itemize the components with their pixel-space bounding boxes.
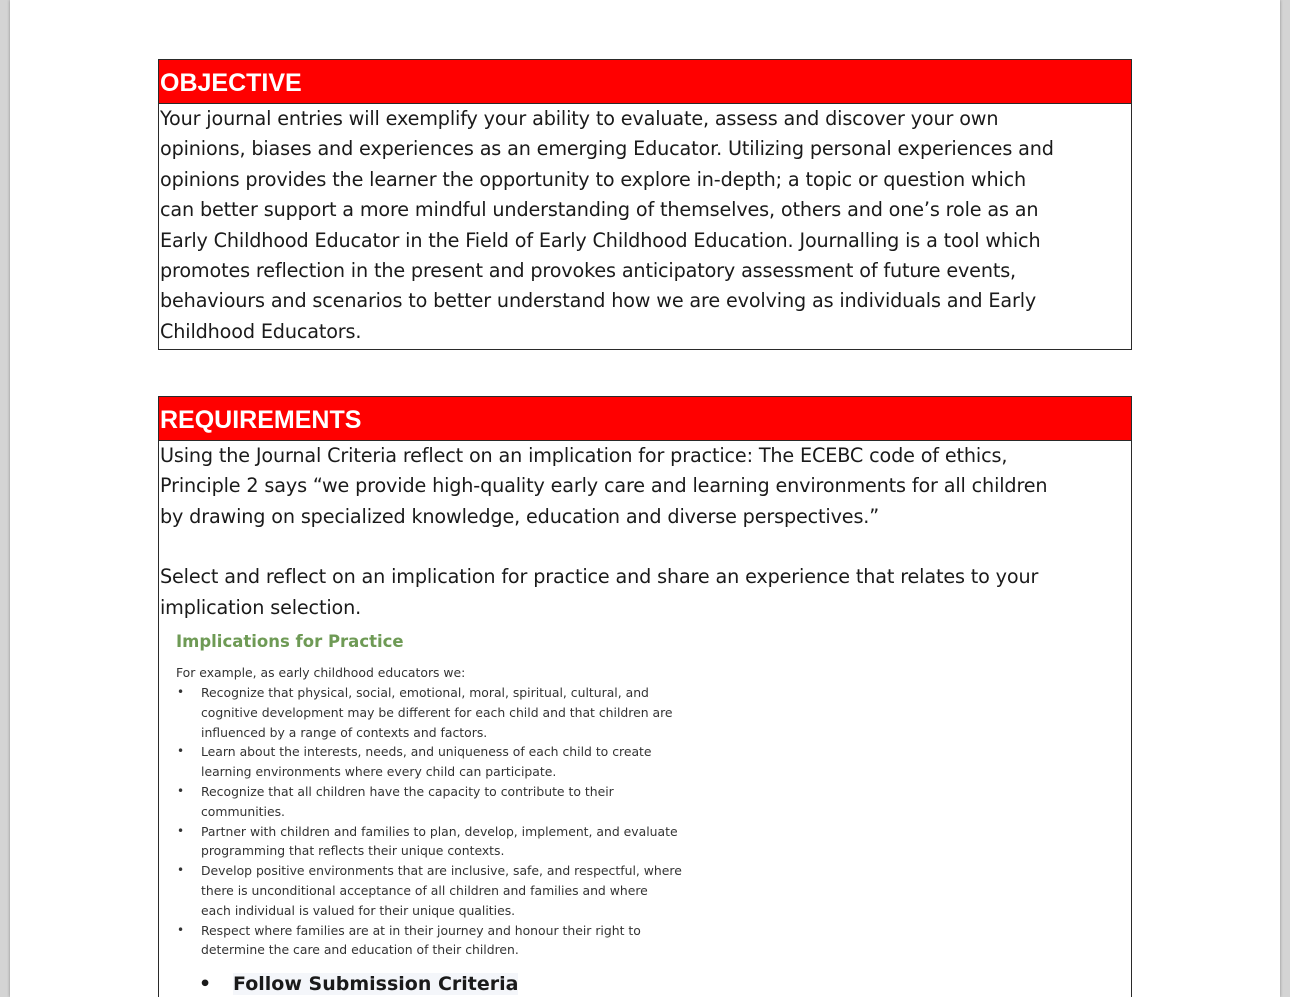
implication-item	[176, 861, 1131, 920]
requirements-section	[158, 396, 1132, 997]
implication-line: determine the care and education of their children.	[201, 942, 519, 958]
objective-line: behaviours and scenarios to better understand how we are evolving as individuals and Early	[160, 289, 1037, 313]
paragraph-gap	[159, 532, 1131, 562]
implication-line: • Learn about the interests, needs, and uniqueness of each child to create	[201, 744, 652, 760]
requirements-paragraph-1	[159, 441, 1131, 532]
implication-line: programming that reflects their unique contexts.	[201, 843, 505, 859]
bullet: •	[199, 973, 212, 996]
requirements-line: by drawing on specialized knowledge, education and diverse perspectives.”	[160, 504, 880, 528]
follow-submission-item	[199, 970, 1131, 997]
implication-item	[176, 822, 1131, 862]
objective-heading: OBJECTIVE	[159, 60, 1131, 104]
implication-item	[176, 683, 1131, 742]
implication-line: • Recognize that all children have the capacity to contribute to their	[201, 784, 614, 800]
implication-line: learning environments where every child can participate.	[201, 764, 557, 780]
implication-line: influenced by a range of contexts and factors.	[201, 724, 488, 740]
implication-item	[176, 921, 1131, 961]
follow-submission-label: Follow Submission Criteria	[233, 973, 519, 996]
implication-line: • Partner with children and families to plan, develop, implement, and evaluate	[201, 823, 678, 839]
implication-item	[176, 742, 1131, 782]
objective-line: Childhood Educators.	[160, 319, 362, 343]
implication-item	[176, 782, 1131, 822]
requirements-line: implication selection.	[160, 595, 362, 619]
implication-line: cognitive development may be different for each child and that children are	[201, 704, 673, 720]
objective-line: Early Childhood Educator in the Field of Early Childhood Education. Journalling is a tool which	[160, 228, 1041, 252]
implications-list	[176, 683, 1131, 960]
implications-title: Implications for Practice	[176, 632, 404, 652]
objective-line: opinions, biases and experiences as an emerging Educator. Utilizing personal experiences and	[160, 137, 1054, 161]
implications-excerpt	[176, 629, 1131, 960]
implication-line: • Develop positive environments that are inclusive, safe, and respectful, where	[201, 863, 682, 879]
implication-line: communities.	[201, 803, 285, 819]
objective-section	[158, 59, 1132, 350]
objective-text	[159, 104, 1131, 347]
implication-line: • Respect where families are at in their journey and honour their right to	[201, 922, 641, 938]
objective-line: opinions provides the learner the opportunity to explore in-depth; a topic or question which	[160, 167, 1027, 191]
requirements-line: Using the Journal Criteria reflect on an implication for practice: The ECEBC code of ethics,	[160, 444, 1008, 467]
document-page	[10, 0, 1280, 997]
implication-line: • Recognize that physical, social, emotional, moral, spiritual, cultural, and	[201, 685, 649, 701]
requirements-line: Select and reflect on an implication for practice and share an experience that relates to your	[160, 565, 1039, 589]
objective-line: Your journal entries will exemplify your ability to evaluate, assess and discover your own	[160, 107, 999, 130]
implications-intro: For example, as early childhood educators we:	[176, 665, 466, 681]
objective-line: promotes reflection in the present and provokes anticipatory assessment of future events,	[160, 259, 1017, 283]
requirements-heading: REQUIREMENTS	[159, 397, 1131, 441]
objective-line: can better support a more mindful understanding of themselves, others and one’s role as an	[160, 198, 1039, 222]
requirements-line: Principle 2 says “we provide high-quality early care and learning environments for all children	[160, 474, 1048, 498]
implication-line: there is unconditional acceptance of all children and families and where	[201, 883, 648, 898]
requirements-paragraph-2	[159, 562, 1131, 623]
implication-line: each individual is valued for their unique qualities.	[201, 902, 516, 918]
